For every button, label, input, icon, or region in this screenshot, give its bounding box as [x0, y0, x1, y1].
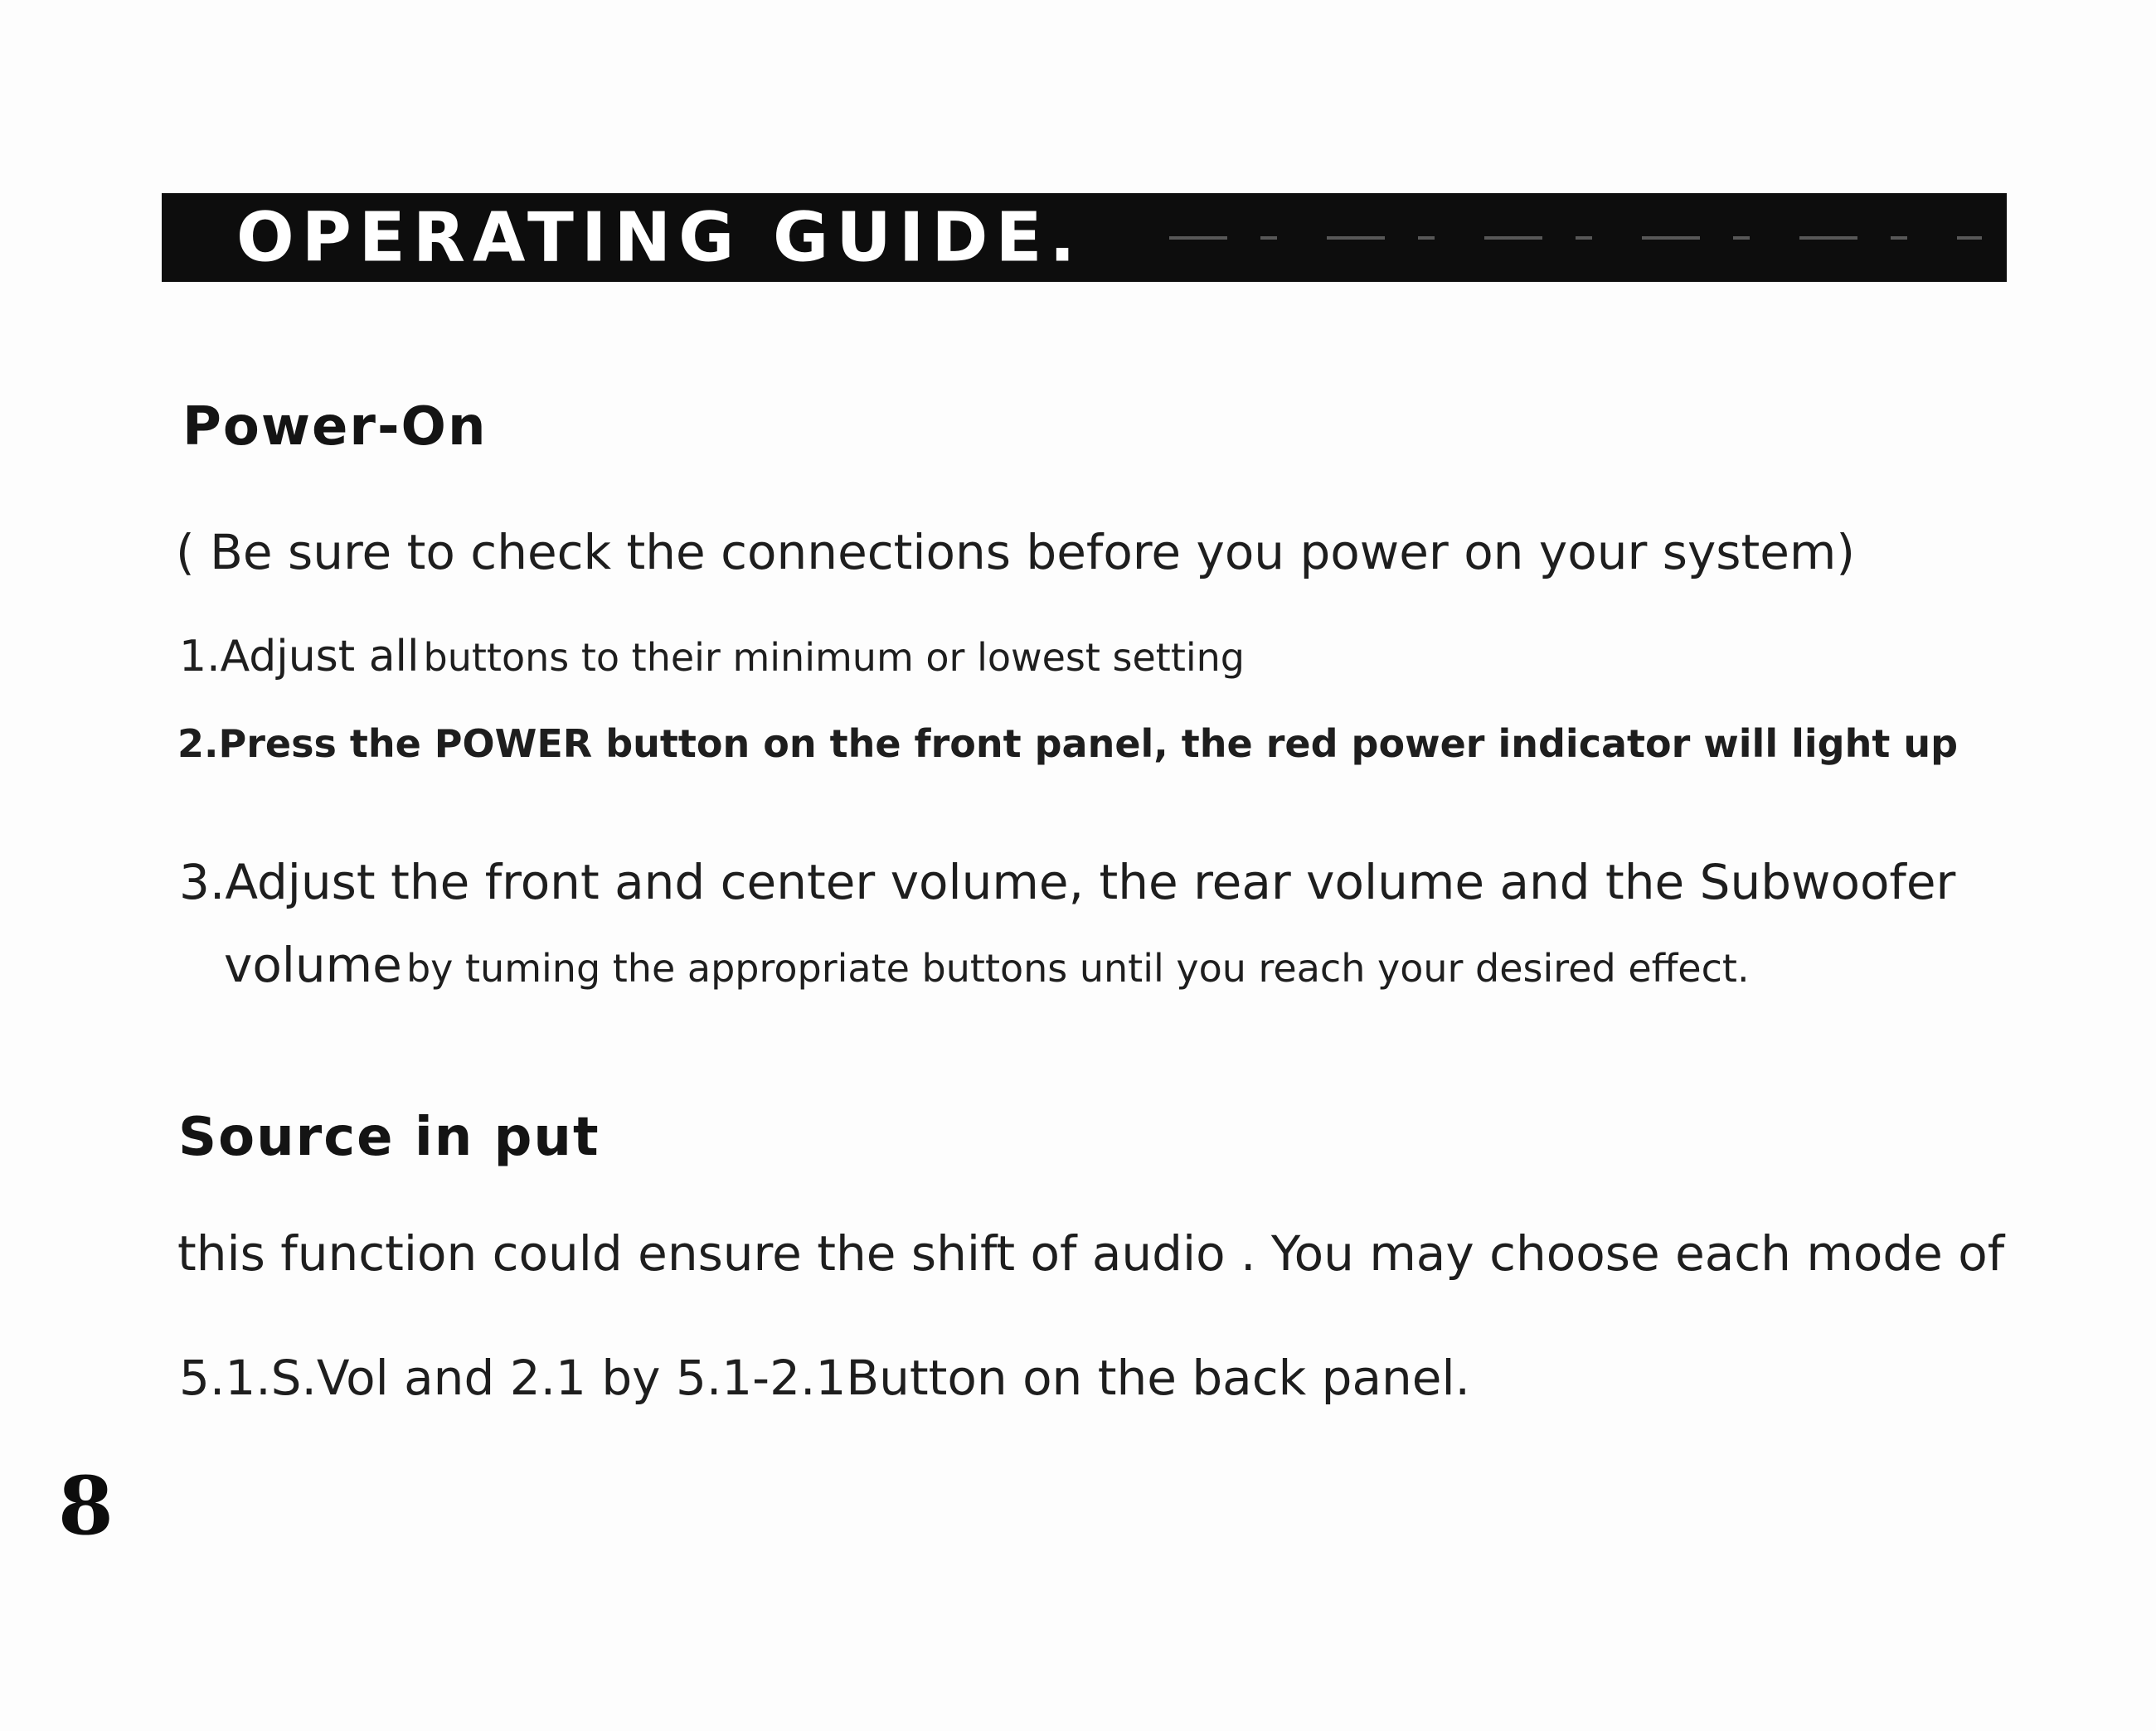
power-on-step-3-line-1: 3.Adjust the front and center volume, the rear volume and the Subwoofer	[179, 854, 1956, 910]
power-on-note: ( Be sure to check the connections before you power on your system)	[176, 524, 1856, 580]
power-on-step-3-line-2	[224, 937, 1750, 993]
header-bar	[162, 193, 2007, 282]
step-3-rest: by tuming the appropriate buttons until you reach your desired effect.	[405, 946, 1750, 991]
source-input-line-2: 5.1.S.Vol and 2.1 by 5.1-2.1Button on the back panel.	[179, 1350, 1470, 1406]
header-decorative-dashes	[1169, 236, 1982, 240]
power-on-step-1	[179, 632, 1245, 681]
source-input-heading: Source in put	[178, 1107, 600, 1168]
step-1-rest: buttons to their minimum or lowest setting	[423, 635, 1246, 680]
page-number: 8	[58, 1459, 114, 1553]
power-on-step-2: 2.Press the POWER button on the front panel, the red power indicator will light up	[177, 721, 1958, 766]
step-1-lead: 1.Adjust all	[179, 632, 420, 681]
source-input-line-1: this function could ensure the shift of audio . You may choose each mode of	[177, 1225, 2005, 1282]
step-3-lead: volume	[224, 937, 402, 993]
power-on-heading: Power-On	[182, 396, 488, 458]
page-title: OPERATING GUIDE.	[236, 198, 1083, 277]
